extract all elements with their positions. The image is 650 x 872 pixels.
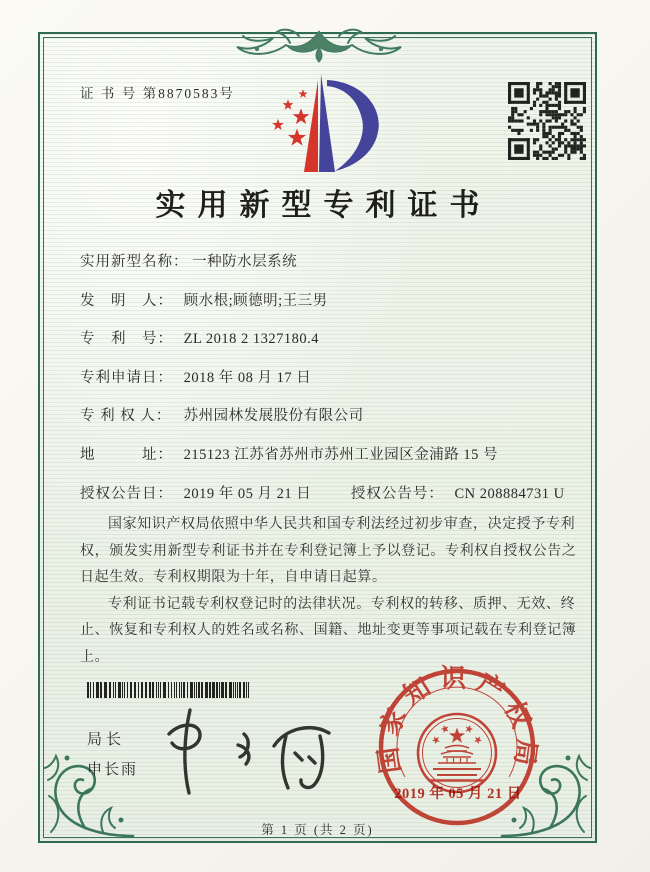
certificate-title: 实用新型专利证书	[155, 189, 492, 222]
field-value-address: 215123 江苏省苏州市苏州工业园区金浦路 15 号	[183, 446, 498, 463]
field-value-grant-date: 2019 年 05 月 21 日	[183, 485, 312, 502]
legal-paragraph-2: 专利证书记载专利权登记时的法律状况。专利权的转移、质押、无效、终止、恢复和专利权人的姓名或名称、国籍、地址变更等事项记载在专利登记簿上。	[80, 596, 577, 665]
field-row-patent-number	[80, 327, 570, 366]
seal-text: 国家知识产权局	[372, 664, 542, 776]
page-number: 第 1 页 (共 2 页)	[261, 823, 374, 837]
cnipa-logo-icon	[257, 70, 397, 178]
field-value-inventors: 顾水根;顾德明;王三男	[183, 292, 328, 309]
field-label-inventors: 发 明 人：	[80, 292, 173, 309]
legal-paragraph-1: 国家知识产权局依照中华人民共和国专利法经过初步审查，决定授予专利权，颁发实用新型专利证书并在专利登记簿上予以登记。专利权自授权公告之日起生效。专利权期限为十年，自申请日起算。	[80, 517, 577, 585]
field-label-patentee: 专 利 权 人：	[80, 408, 172, 425]
field-label-grant-number: 授权公告号：	[350, 485, 444, 502]
border-ornament-top-icon	[189, 22, 449, 66]
legal-text-block	[80, 512, 579, 671]
field-value-patentee: 苏州园林发展股份有限公司	[183, 408, 364, 425]
field-value-patent-number: ZL 2018 2 1327180.4	[183, 331, 320, 348]
field-label-filing-date: 专利申请日：	[80, 369, 173, 386]
field-value-utility-name: 一种防水层系统	[192, 254, 298, 270]
field-row-patentee	[80, 404, 570, 443]
certificate-number: 证 书 号 第8870583号	[80, 86, 235, 101]
field-value-grant-number: CN 208884731 U	[454, 485, 565, 502]
field-value-filing-date: 2018 年 08 月 17 日	[183, 369, 312, 386]
field-row-utility-name	[80, 250, 570, 289]
field-row-filing-date	[80, 366, 570, 405]
qr-code	[508, 82, 586, 160]
official-seal	[372, 662, 542, 832]
field-row-inventors	[80, 289, 570, 328]
national-emblem-icon	[418, 714, 496, 792]
director-title: 局长	[87, 732, 126, 748]
certificate-border	[38, 32, 597, 843]
field-row-address	[80, 443, 570, 482]
signature-handwriting-icon	[152, 698, 367, 803]
field-label-address: 地 址：	[80, 446, 173, 463]
field-list	[80, 250, 570, 520]
field-label-utility-name: 实用新型名称：	[80, 254, 189, 270]
svg-text:国家知识产权局	[372, 664, 541, 775]
seal-date: 2019 年 05 月 21 日	[394, 786, 522, 802]
barcode	[87, 682, 252, 698]
field-label-grant-date: 授权公告日：	[80, 485, 173, 502]
director-name: 申长雨	[87, 762, 139, 778]
field-label-patent-number: 专 利 号：	[80, 331, 173, 348]
